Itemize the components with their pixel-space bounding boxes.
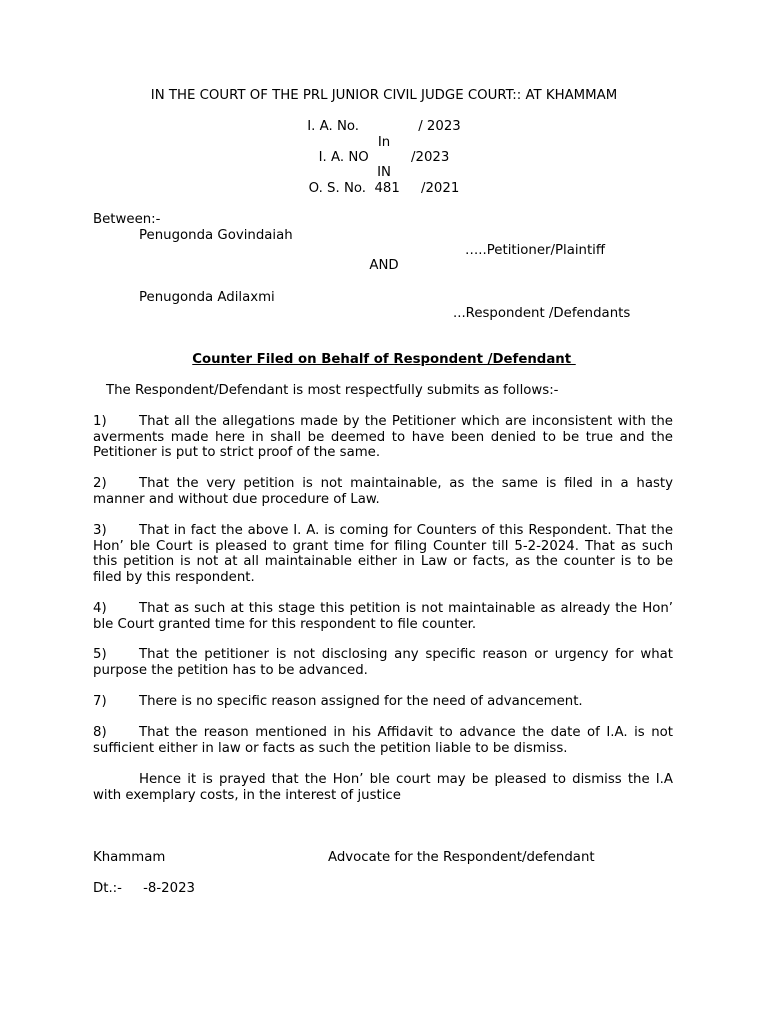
- footer-signatory: Advocate for the Respondent/defendant: [328, 850, 595, 865]
- intro-text: The Respondent/Defendant is most respectfully submits as follows:-: [106, 383, 559, 398]
- document-heading: Counter Filed on Behalf of Respondent /Defendant: [192, 352, 576, 367]
- prayer-paragraph: [93, 772, 673, 803]
- footer-place: Khammam: [93, 850, 166, 865]
- respondent-name: Penugonda Adilaxmi: [139, 290, 275, 305]
- petitioner-name: Penugonda Govindaiah: [139, 228, 293, 243]
- paragraph-text: That the very petition is not maintainable, as the same is filed in a hasty manner and without due procedure of Law.: [93, 476, 673, 507]
- footer-date: Dt.:- -8-2023: [93, 881, 195, 896]
- paragraph-number: 1): [93, 414, 107, 429]
- prayer-text: Hence it is prayed that the Hon’ ble court may be pleased to dismiss the I.A with exemplary costs, in the interest of justice: [93, 772, 673, 803]
- paragraph-text: That the reason mentioned in his Affidavit to advance the date of I.A. is not sufficient either in law or facts as such the petition liable to be dismiss.: [93, 725, 673, 756]
- case-connector-in-2: IN: [377, 165, 391, 180]
- paragraph-number: 5): [93, 647, 107, 662]
- paragraph-8: [93, 725, 673, 756]
- paragraph-text: That all the allegations made by the Petitioner which are inconsistent with the averments made here in shall be deemed to have been denied to be true and the Petitioner is put to strict proof of the same.: [93, 414, 673, 461]
- paragraph-number: 2): [93, 476, 107, 491]
- court-title: IN THE COURT OF THE PRL JUNIOR CIVIL JUDGE COURT:: AT KHAMMAM: [150, 88, 618, 103]
- paragraph-number: 7): [93, 694, 107, 709]
- paragraph-text: That the petitioner is not disclosing any specific reason or urgency for what purpose the petition has to be advanced.: [93, 647, 673, 678]
- case-connector-in: In: [377, 135, 391, 150]
- paragraph-2: [93, 476, 673, 507]
- case-number-ia: [0, 119, 768, 135]
- paragraph-4: [93, 601, 673, 632]
- paragraph-text: There is no specific reason assigned for the need of advancement.: [139, 694, 583, 709]
- case-number-ia-2: I. A. NO /2023: [318, 150, 450, 165]
- paragraph-3: [93, 523, 673, 585]
- respondent-role: ...Respondent /Defendants: [453, 306, 631, 321]
- paragraph-number: 4): [93, 601, 107, 616]
- case-number-os: O. S. No. 481 /2021: [308, 181, 460, 196]
- paragraph-text: That as such at this stage this petition is not maintainable as already the Hon’ ble Court granted time for this respondent to file counter.: [93, 601, 673, 632]
- paragraph-1: [93, 414, 673, 461]
- and-label: AND: [369, 258, 399, 273]
- paragraph-number: 8): [93, 725, 107, 740]
- between-label: Between:-: [93, 212, 161, 227]
- paragraph-5: [93, 647, 673, 678]
- paragraph-text: That in fact the above I. A. is coming for Counters of this Respondent. That the Hon’ ble Court is pleased to grant time for filing Counter till 5-2-2024. That as such this petition is not at all maintainable either in Law or facts, as the counter is to be filed by this respondent.: [93, 523, 673, 585]
- paragraph-number: 3): [93, 523, 107, 538]
- petitioner-role: …..Petitioner/Plaintiff: [465, 243, 606, 258]
- case-number-ia-text: I. A. No. / 2023: [307, 119, 461, 134]
- paragraph-7: [93, 694, 673, 710]
